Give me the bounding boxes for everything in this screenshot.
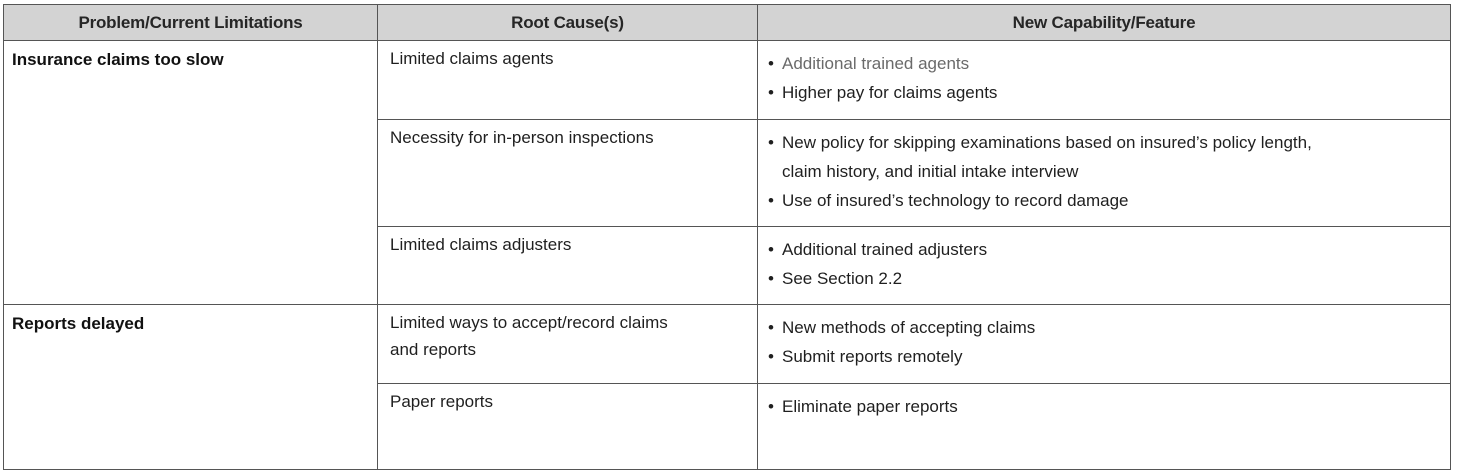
list-item: • Additional trained agents [768,49,1450,78]
feature-list [768,128,1450,215]
bullet-icon: • [768,318,774,337]
list-item: • Additional trained adjusters [768,235,1450,264]
root-cause-text: Limited claims adjusters [390,235,572,254]
list-item: • Eliminate paper reports [768,392,1450,421]
header-root-cause: Root Cause(s) [378,5,758,41]
list-item: • Higher pay for claims agents [768,78,1450,107]
feature-cell [758,120,1451,227]
feature-cell [758,384,1451,470]
list-item: • Submit reports remotely [768,342,1450,371]
root-cause-cell [378,305,758,384]
feature-cell [758,227,1451,305]
feature-cell [758,41,1451,120]
bullet-icon: • [768,269,774,288]
root-cause-text: Necessity for in-person inspections [390,128,654,147]
table-row [4,41,1451,120]
problem-cell: Insurance claims too slow [4,41,378,305]
feature-list [768,235,1450,293]
root-cause-cell [378,41,758,120]
bullet-icon: • [768,83,774,102]
root-cause-text: Limited claims agents [390,49,554,68]
feature-cell [758,305,1451,384]
table-row [4,305,1451,384]
bullet-icon: • [768,54,774,73]
bullet-icon: • [768,133,774,152]
list-item: • New methods of accepting claims [768,313,1450,342]
bullet-icon: • [768,191,774,210]
root-cause-text: Paper reports [390,392,493,411]
root-cause-cell [378,384,758,470]
bullet-icon: • [768,240,774,259]
root-cause-text: Limited ways to accept/record claims [390,313,668,332]
bullet-icon: • [768,397,774,416]
list-item: • New policy for skipping examinations based on insured’s policy length, claim history, and initial intake interview [768,128,1450,186]
root-cause-cell [378,120,758,227]
requirements-table [3,4,1451,470]
feature-list [768,313,1450,371]
root-cause-cell [378,227,758,305]
root-cause-text: and reports [390,340,476,359]
header-new-capability: New Capability/Feature [758,5,1451,41]
list-item: • Use of insured’s technology to record damage [768,186,1450,215]
header-problem: Problem/Current Limitations [4,5,378,41]
feature-list [768,49,1450,107]
problem-cell: Reports delayed [4,305,378,470]
list-item: • See Section 2.2 [768,264,1450,293]
header-row [4,5,1451,41]
bullet-icon: • [768,347,774,366]
